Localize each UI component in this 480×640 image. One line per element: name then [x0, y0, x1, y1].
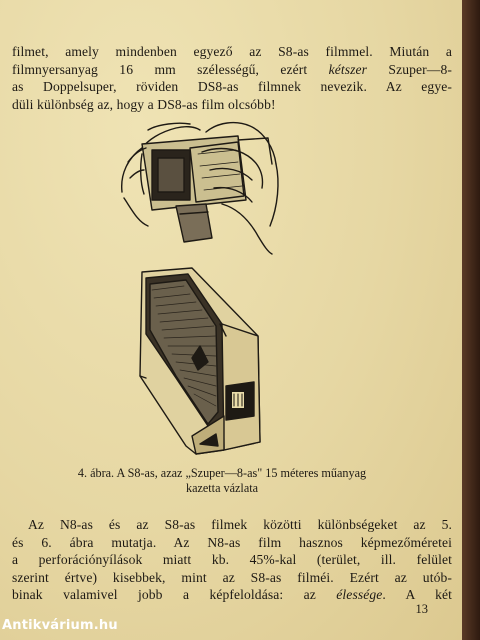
- book-spine: [462, 0, 480, 640]
- text-line: és 6. ábra mutatja. Az N8-as film hasznos képmezőméretei: [12, 534, 452, 550]
- emphasis-text: élessége: [336, 587, 383, 603]
- page-number: 13: [415, 602, 428, 616]
- text-line: [12, 61, 452, 79]
- emphasis-text: kétszer: [328, 61, 368, 77]
- text-run: binak valamivel jobb a képfeloldása: az: [12, 587, 337, 603]
- text-run: filmnyersanyag 16 mm szélességű, ezért: [12, 61, 329, 77]
- text-line: filmet, amely mindenben egyező az S8-as filmmel. Miután a: [12, 44, 452, 59]
- paragraph-comparison: [12, 516, 452, 604]
- text-line: szerint értve) kisebbek, mint az S8-as filméi. Ezért az utób-: [12, 569, 452, 585]
- watermark-logo: Antikvárium.hu: [2, 618, 118, 633]
- text-line: as Doppelsuper, röviden DS8-as filmnek nevezik. Az egye-: [12, 79, 452, 95]
- paragraph-intro: [12, 43, 452, 113]
- caption-line: kazetta vázlata: [185, 481, 259, 495]
- figure-caption: [22, 466, 422, 496]
- text-run: Szuper—8-: [367, 61, 452, 77]
- figure-s8-cassette-sketch: [136, 266, 262, 462]
- text-run: . A két: [382, 587, 452, 603]
- text-line: [12, 586, 452, 604]
- figure-hands-holding-cassette: [118, 118, 280, 256]
- text-line: düli különbség az, hogy a DS8-as film olcsóbb!: [12, 96, 276, 112]
- text-line: a perforációnyílások miatt kb. 45%-kal (terület, ill. felület: [12, 552, 452, 568]
- text-line: Az N8-as és az S8-as filmek közötti különbségeket az 5.: [28, 517, 452, 532]
- caption-line: 4. ábra. A S8-as, azaz „Szuper—8-as" 15 méteres műanyag: [77, 466, 367, 480]
